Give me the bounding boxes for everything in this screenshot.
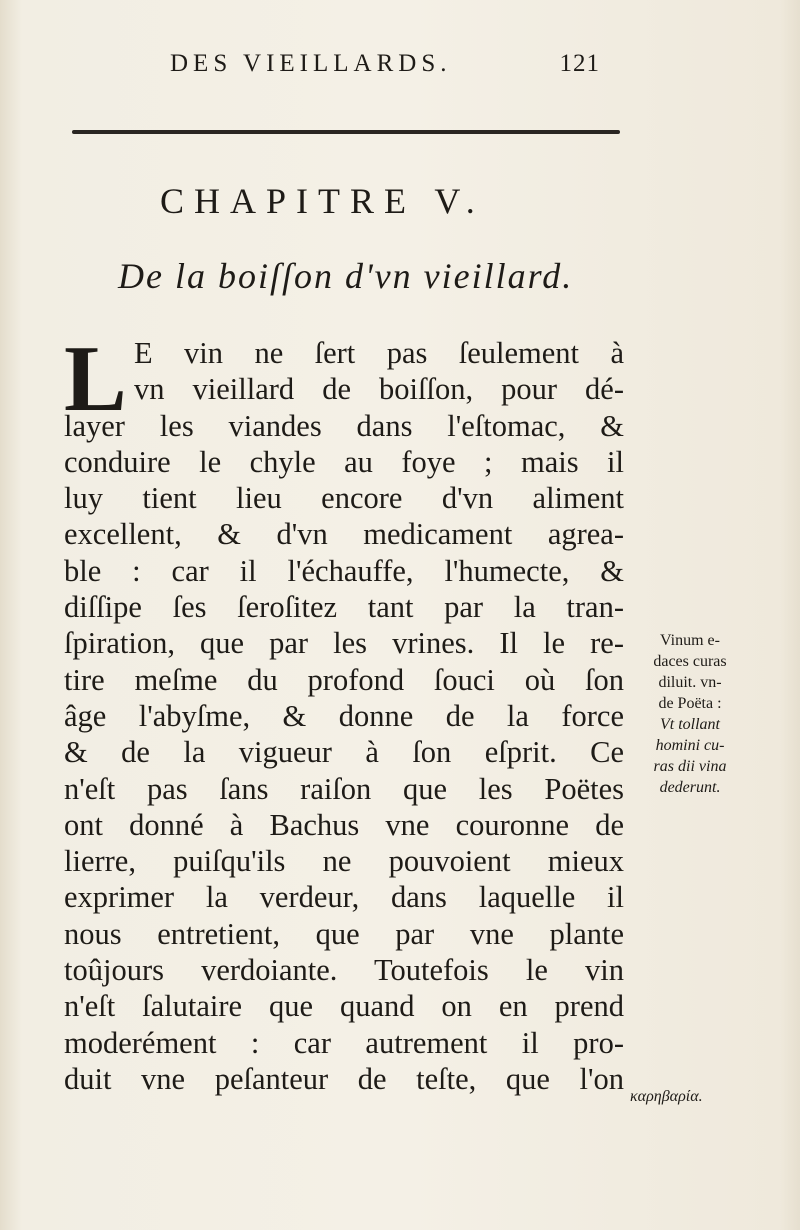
margin-note-line: diluit. vn-: [658, 674, 722, 691]
text-line: tire meſme du profond ſouci où ſon: [64, 662, 624, 697]
text-line: excellent, & d'vn medicament agrea-: [64, 517, 624, 552]
margin-note: [620, 630, 760, 798]
text-line: vn vieillard de boiſſon, pour dé-: [134, 372, 624, 407]
margin-note-line: ras dii vina: [653, 758, 727, 775]
text-line: n'eſt ſalutaire que quand on en prend: [64, 989, 624, 1024]
margin-note-line: Vt tollant: [660, 716, 720, 733]
text-line: ble : car il l'échauffe, l'humecte, &: [64, 553, 624, 588]
text-line: ſpiration, que par les vrines. Il le re-: [64, 626, 624, 661]
text-line: toûjours verdoiante. Toutefois le vin: [64, 953, 624, 988]
text-line: luy tient lieu encore d'vn aliment: [64, 481, 624, 516]
text-line: diſſipe ſes ſeroſitez tant par la tran-: [64, 590, 624, 625]
body-text: [64, 327, 624, 1097]
chapter-subtitle: De la boiſſon d'vn vieillard.: [118, 256, 574, 296]
text-line: nous entretient, que par vne plante: [64, 916, 624, 951]
text-line: & de la vigueur à ſon eſprit. Ce: [64, 735, 624, 770]
text-line: layer les viandes dans l'eſtomac, &: [64, 408, 624, 443]
text-line: ont donné à Bachus vne couronne de: [64, 807, 624, 842]
text-line: lierre, puiſqu'ils ne pouvoient mieux: [64, 844, 624, 879]
text-line: âge l'abyſme, & donne de la force: [64, 698, 624, 733]
text-line: exprimer la verdeur, dans laquelle il: [64, 880, 624, 915]
page-number: 121: [559, 50, 600, 77]
chapter-heading: CHAPITRE V.: [160, 181, 485, 221]
running-title: DES VIEILLARDS.: [170, 50, 452, 77]
text-line: E vin ne ſert pas ſeulement à: [134, 336, 624, 370]
margin-note-line: Vinum e-: [660, 632, 720, 649]
margin-note-line: daces curas: [653, 653, 727, 670]
text-line: duit vne peſanteur de teſte, que l'on: [64, 1061, 624, 1096]
running-head: [170, 50, 600, 82]
text-line: moderément : car autrement il pro-: [64, 1025, 624, 1060]
text-line: conduire le chyle au foye ; mais il: [64, 444, 624, 479]
text-line: n'eſt pas ſans raiſon que les Poëtes: [64, 771, 624, 806]
margin-greek-note: καρηβαρία.: [630, 1088, 703, 1105]
margin-note-line: de Poëta :: [658, 695, 722, 712]
margin-note-line: dederunt.: [659, 779, 721, 796]
header-rule: [72, 130, 620, 134]
margin-note-line: homini cu-: [655, 737, 725, 754]
drop-cap: L: [64, 327, 127, 431]
